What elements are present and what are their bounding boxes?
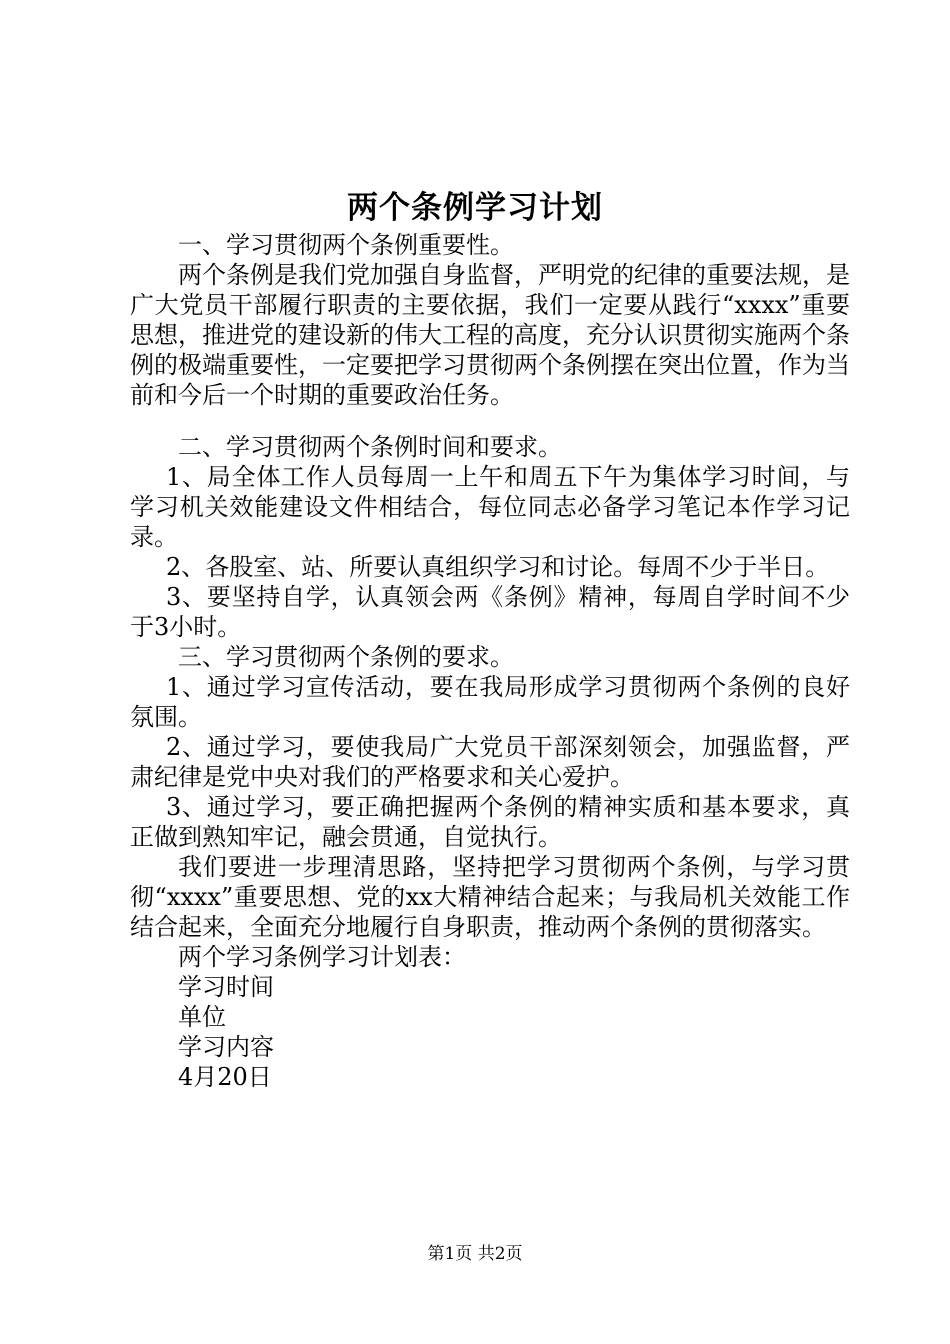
schedule-header-time: 学习时间 [178,973,274,1001]
list-item-req-3: 3、通过学习，要正确把握两个条例的精神实质和基本要求，真正做到熟知牢记，融会贯通，自觉执行。 [130,793,850,851]
schedule-table-caption: 两个学习条例学习计划表： [178,943,466,971]
page-footer: 第1页 共2页 [427,1244,523,1264]
list-item-req-2: 2、通过学习，要使我局广大党员干部深刻领会，加强监督，严肃纪律是党中央对我们的严格要求和关心爱护。 [130,733,850,791]
schedule-cell-date: 4月20日 [178,1063,272,1091]
list-item-req-1: 1、通过学习宣传活动，要在我局形成学习贯彻两个条例的良好氛围。 [130,673,850,731]
section-heading-2: 二、学习贯彻两个条例时间和要求。 [178,433,562,461]
paragraph-importance: 两个条例是我们党加强自身监督，严明党的纪律的重要法规，是广大党员干部履行职责的主要依据，我们一定要从践行“xxxx”重要思想，推进党的建设新的伟大工程的高度，充分认识贯彻实施两个条例的极端重要性，一定要把学习贯彻两个条例摆在突出位置，作为当前和今后一个时期的重要政治任务。 [130,261,850,409]
section-heading-1: 一、学习贯彻两个条例重要性。 [178,231,514,259]
document-title: 两个条例学习计划 [347,190,603,226]
section-heading-3: 三、学习贯彻两个条例的要求。 [178,643,514,671]
document-body [130,230,850,1092]
list-item-time-1: 1、局全体工作人员每周一上午和周五下午为集体学习时间，与学习机关效能建设文件相结合，每位同志必备学习笔记本作学习记录。 [130,463,850,551]
paragraph-conclusion: 我们要进一步理清思路，坚持把学习贯彻两个条例，与学习贯彻“xxxx”重要思想、党的xx大精神结合起来；与我局机关效能工作结合起来，全面充分地履行自身职责，推动两个条例的贯彻落实。 [130,853,850,941]
list-item-time-2: 2、各股室、站、所要认真组织学习和讨论。每周不少于半日。 [166,553,830,581]
schedule-header-content: 学习内容 [178,1033,274,1061]
schedule-header-unit: 单位 [178,1003,226,1031]
list-item-time-3: 3、要坚持自学，认真领会两《条例》精神，每周自学时间不少于3小时。 [130,583,850,641]
